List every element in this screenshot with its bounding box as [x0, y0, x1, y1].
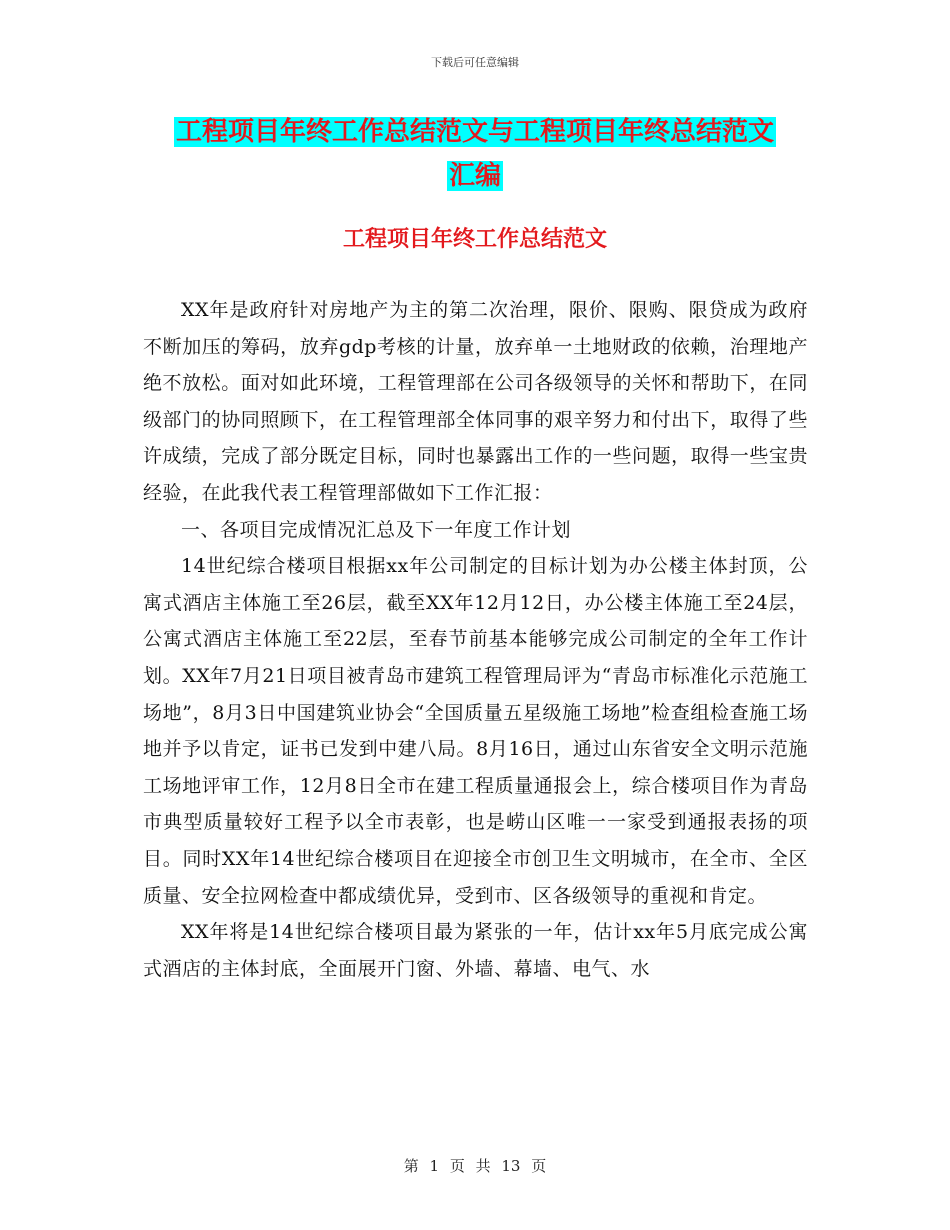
paragraph: XX年是政府针对房地产为主的第二次治理，限价、限购、限贷成为政府不断加压的筹码，放弃gdp考核的计量，放弃单一土地财政的依赖，治理地产绝不放松。面对如此环境，工程管理部在公司各级领导的关怀和帮助下，在同级部门的协同照顾下，在工程管理部全体同事的艰辛努力和付出下，取得了些许成绩，完成了部分既定目标，同时也暴露出工作的一些问题，取得一些宝贵经验，在此我代表工程管理部做如下工作汇报： — [143, 299, 808, 504]
section-title: 工程项目年终工作总结范文 — [342, 226, 607, 252]
paragraph-heading: 一、各项目完成情况汇总及下一年度工作计划 — [181, 518, 572, 541]
page-footer: 第 1 页 共 13 页 — [403, 1157, 547, 1175]
paragraph: 14世纪综合楼项目根据xx年公司制定的目标计划为办公楼主体封顶，公寓式酒店主体施工至26层，截至XX年12月12日，办公楼主体施工至24层，公寓式酒店主体施工至22层，至春节前基本能够完成公司制定的全年工作计划。XX年7月21日项目被青岛市建筑工程管理局评为“青岛市标准化示范施工场地”，8月3日中国建筑业协会“全国质量五星级施工场地”检查组检查施工场地并予以肯定，证书已发到中建八局。8月16日，通过山东省安全文明示范施工场地评审工作，12月8日全市在建工程质量通报会上，综合楼项目作为青岛市典型质量较好工程予以全市表彰，也是崂山区唯一一家受到通报表扬的项目。同时XX年14世纪综合楼项目在迎接全市创卫生文明城市，在全市、全区质量、安全拉网检查中都成绩优异，受到市、区各级领导的重视和肯定。 — [143, 555, 808, 907]
document-title-line2: 汇编 — [448, 161, 501, 191]
header-note: 下载后可任意编辑 — [431, 56, 519, 69]
paragraph: XX年将是14世纪综合楼项目最为紧张的一年，估计xx年5月底完成公寓式酒店的主体封底，全面展开门窗、外墙、幕墙、电气、水 — [143, 921, 808, 980]
document-title — [140, 110, 810, 198]
document-body — [143, 292, 808, 987]
document-title-line1: 工程项目年终工作总结范文与工程项目年终总结范文 — [175, 117, 774, 147]
